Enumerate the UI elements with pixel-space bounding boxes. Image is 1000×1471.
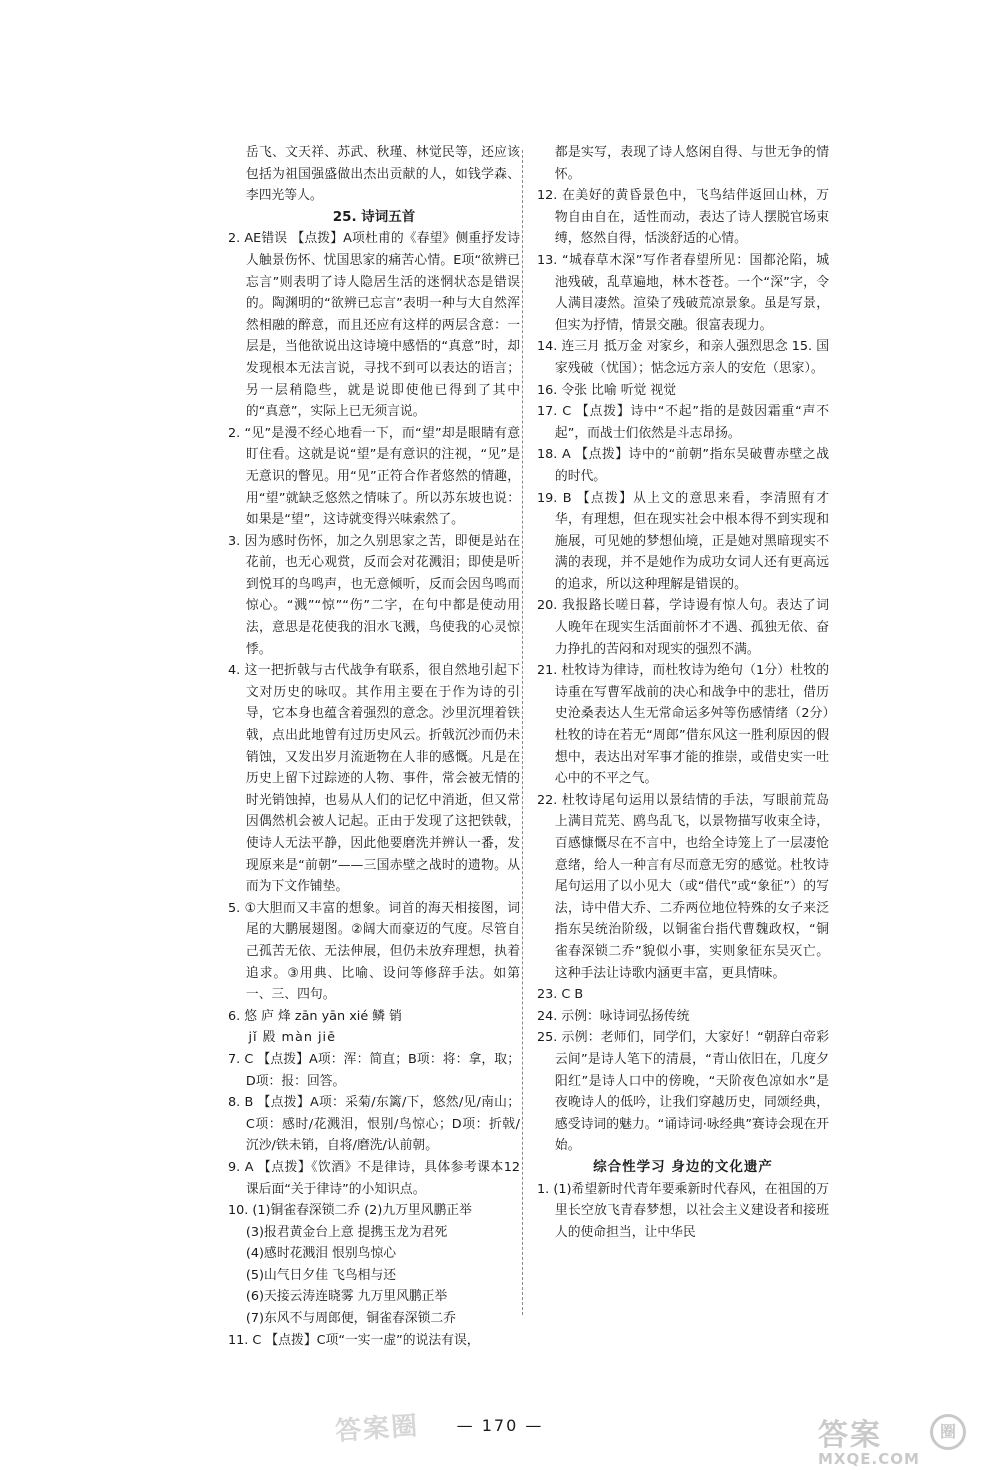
intro-paragraph: 岳飞、文天祥、苏武、秋瑾、林觉民等，还应该包括为祖国强盛做出杰出贡献的人，如钱学森、李四光等人。 bbox=[245, 145, 520, 204]
answer-item: 22. 杜牧诗尾句运用以景结情的手法，写眼前荒岛上满目荒芜、鸥鸟乱飞，以景物描写收束全诗，百感慷慨尽在不言中，也给全诗笼上了一层凄怆意绪，给人一种言有尽而意无穷的感觉。杜牧诗尾句运用了以小见大（或“借代”或“象征”）的写法，诗中借大乔、二乔两位地位特殊的女子来泛指东吴统治阶级，以铜雀台指代曹魏政权，“铜雀春深锁二乔”貌似小事，实则象征东吴灭亡。这种手法让诗歌内涵更丰富，更具情味。 bbox=[537, 792, 829, 981]
watermark-logo bbox=[818, 1410, 968, 1468]
answer-item: 2. “见”是漫不经心地看一下，而“望”却是眼睛有意盯住看。这就是说“望”是有意识的注视，“见”是无意识的瞥见。用“见”正符合作者悠然的情趣，用“望”就缺乏悠然之情味了。所以苏东坡也说：如果是“望”，这诗就变得兴味索然了。 bbox=[228, 425, 520, 528]
answer-item: 18. A 【点拨】诗中的“前朝”指东吴破曹赤壁之战的时代。 bbox=[537, 447, 829, 484]
sub-answer: (3)报君黄金台上意 提携玉龙为君死 bbox=[245, 1224, 448, 1240]
answer-item: 10. (1)铜雀春深锁二乔 (2)九万里风鹏正举 bbox=[228, 1203, 472, 1219]
watermark-text: 答案 bbox=[818, 1418, 882, 1453]
answer-item: 20. 我报路长嗟日暮，学诗谩有惊人句。表达了词人晚年在现实生活面前怀才不遇、孤独无依、奋力挣扎的苦闷和对现实的强烈不满。 bbox=[537, 598, 829, 657]
watermark-logo: 答案圈 bbox=[334, 1411, 421, 1447]
page-number: — 170 — bbox=[456, 1416, 544, 1435]
watermark-url: MXQE.COM bbox=[818, 1450, 920, 1468]
pinyin-line: jǐ 殿 màn jiē bbox=[248, 1030, 336, 1046]
answer-item: 1. (1)希望新时代青年要乘新时代春风，在祖国的万里长空放飞青春梦想，以社会主义建设者和接班人的使命担当，让中华民 bbox=[537, 1181, 829, 1240]
continued-paragraph: 都是实写，表现了诗人悠闲自得、与世无争的情怀。 bbox=[554, 145, 829, 182]
answer-item: 17. C 【点拨】诗中“不起”指的是鼓因霜重“声不起”，而战士们依然是斗志昂扬。 bbox=[537, 404, 829, 441]
section-title: 25. 诗词五首 bbox=[332, 208, 416, 225]
column-divider bbox=[522, 150, 523, 1315]
answer-item: 14. 连三月 抵万金 对家乡，和亲人强烈思念 15. 国家残破（忧国）；惦念远方亲人的安危（思家）。 bbox=[537, 339, 829, 376]
answer-item: 8. B 【点拨】A项：采菊/东篱/下，悠然/见/南山；C项：感时/花溅泪，恨别/鸟惊心；D项：折戟/沉沙/铁未销，自将/磨洗/认前朝。 bbox=[228, 1095, 520, 1154]
answer-item: 16. 令张 比喻 听觉 视觉 bbox=[537, 382, 676, 398]
sub-answer: (7)东风不与周郎便，铜雀春深锁二乔 bbox=[245, 1311, 456, 1327]
answer-item: 25. 示例：老师们，同学们，大家好！“朝辞白帝彩云间”是诗人笔下的清晨，“青山依旧在，几度夕阳红”是诗人口中的傍晚，“天阶夜色凉如水”是夜晚诗人的低吟，让我们穿越历史，同颂经典，感受诗词的魅力。“诵诗词·咏经典”赛诗会现在开始。 bbox=[537, 1030, 829, 1154]
sub-answer: (5)山气日夕佳 飞鸟相与还 bbox=[245, 1267, 397, 1283]
answer-item: 6. 悠 庐 烽 zān yān xié 鳞 销 bbox=[228, 1008, 402, 1024]
answer-item: 13. “城春草木深”写作者春望所见：国都沦陷，城池残破，乱草遍地，林木苍苍。一个“深”字，令人满目凄然。渲染了残破荒凉景象。虽是写景，但实为抒情，情景交融。很富表现力。 bbox=[537, 252, 829, 333]
answer-item: 7. C 【点拨】A项：浑：简直；B项：将：拿，取；D项：报：回答。 bbox=[228, 1051, 520, 1089]
answer-item: 21. 杜牧诗为律诗，而杜牧诗为绝句（1分）杜牧的诗重在写曹军战前的决心和战争中的悲壮，借历史沧桑表达人生无常命运多舛等伤感情绪（2分）杜牧的诗在若无“周郎”借东风这一胜利原因的假想中，表达出对军事才能的推崇，或借史实一吐心中的不平之气。 bbox=[537, 663, 829, 787]
watermark-seal: 圈 bbox=[930, 1414, 966, 1450]
answer-item: 9. A 【点拨】《饮酒》不是律诗，具体参考课本12课后面“关于律诗”的小知识点。 bbox=[228, 1159, 520, 1197]
answer-item: 4. 这一把折戟与古代战争有联系，很自然地引起下文对历史的咏叹。其作用主要在于作为诗的引导，它本身也蕴含着强烈的意念。沙里沉埋着铁戟，点出此地曾有过历史风云。折戟沉沙而仍未销蚀，又发出岁月流逝物在人非的感慨。凡是在历史上留下过踪迹的人物、事件，常会被无情的时光销蚀掉，也易从人们的记忆中消逝，但又常因偶然机会被人记起。正由于发现了这把铁戟，使诗人无法平静，因此他要磨洗并辨认一番，发现原来是“前朝”——三国赤壁之战时的遗物。从而为下文作铺垫。 bbox=[228, 663, 520, 895]
answer-item: 23. C B bbox=[537, 987, 584, 1003]
answer-item: 12. 在美好的黄昏景色中，飞鸟结伴返回山林，万物自由自在，适性而动，表达了诗人摆脱官场束缚，悠然自得，恬淡舒适的心情。 bbox=[537, 188, 829, 247]
right-column bbox=[537, 142, 829, 1243]
answer-item: 3. 因为感时伤怀，加之久别思家之苦，即便是站在花前，也无心观赏，反而会对花溅泪；即使是听到悦耳的鸟鸣声，也无意倾听，反而会因鸟鸣而惊心。“溅”“惊”“伤”二字，在句中都是使动用法，意思是花使我的泪水飞溅，鸟使我的心灵惊悸。 bbox=[228, 533, 520, 657]
sub-answer: (6)天接云涛连晓雾 九万里风鹏正举 bbox=[245, 1289, 448, 1305]
sub-answer: (4)感时花溅泪 恨别鸟惊心 bbox=[245, 1246, 397, 1262]
answer-item: 5. ①大胆而又丰富的想象。词首的海天相接图，词尾的大鹏展翅图。②阔大而豪迈的气度。尽管自己孤苦无依、无法伸展，但仍未放弃理想，执着追求。③用典、比喻、设问等修辞手法。如第一、三、四句。 bbox=[228, 900, 520, 1003]
answer-item: 19. B 【点拨】从上文的意思来看，李清照有才华，有理想，但在现实社会中根本得不到实现和施展，可见她的梦想仙境，正是她对黑暗现实不满的表现，并不是她作为成功女词人还有更高远的追求，所以这种理解是错误的。 bbox=[537, 490, 829, 592]
answer-item: 2. AE错误 【点拨】A项杜甫的《春望》侧重抒发诗人触景伤怀、忧国思家的痛苦心情。E项“欲辨已忘言”则表明了诗人隐居生活的迷惘状态是错误的。陶渊明的“欲辨已忘言”表明一种与大自然浑然相融的醉意，而且还应有这样的两层含意：一层是，当他欲说出这诗境中感悟的“真意”时，却发现根本无法言说，寻找不到可以表达的语言；另一层稍隐些，就是说即使他已得到了其中的“真意”，实际上已无须言说。 bbox=[228, 231, 520, 420]
left-column bbox=[228, 142, 520, 1351]
section-title: 综合性学习 身边的文化遗产 bbox=[593, 1158, 773, 1175]
answer-item: 11. C 【点拨】C项“一实一虚”的说法有误， bbox=[228, 1332, 480, 1348]
answer-item: 24. 示例：咏诗词弘扬传统 bbox=[537, 1008, 690, 1024]
